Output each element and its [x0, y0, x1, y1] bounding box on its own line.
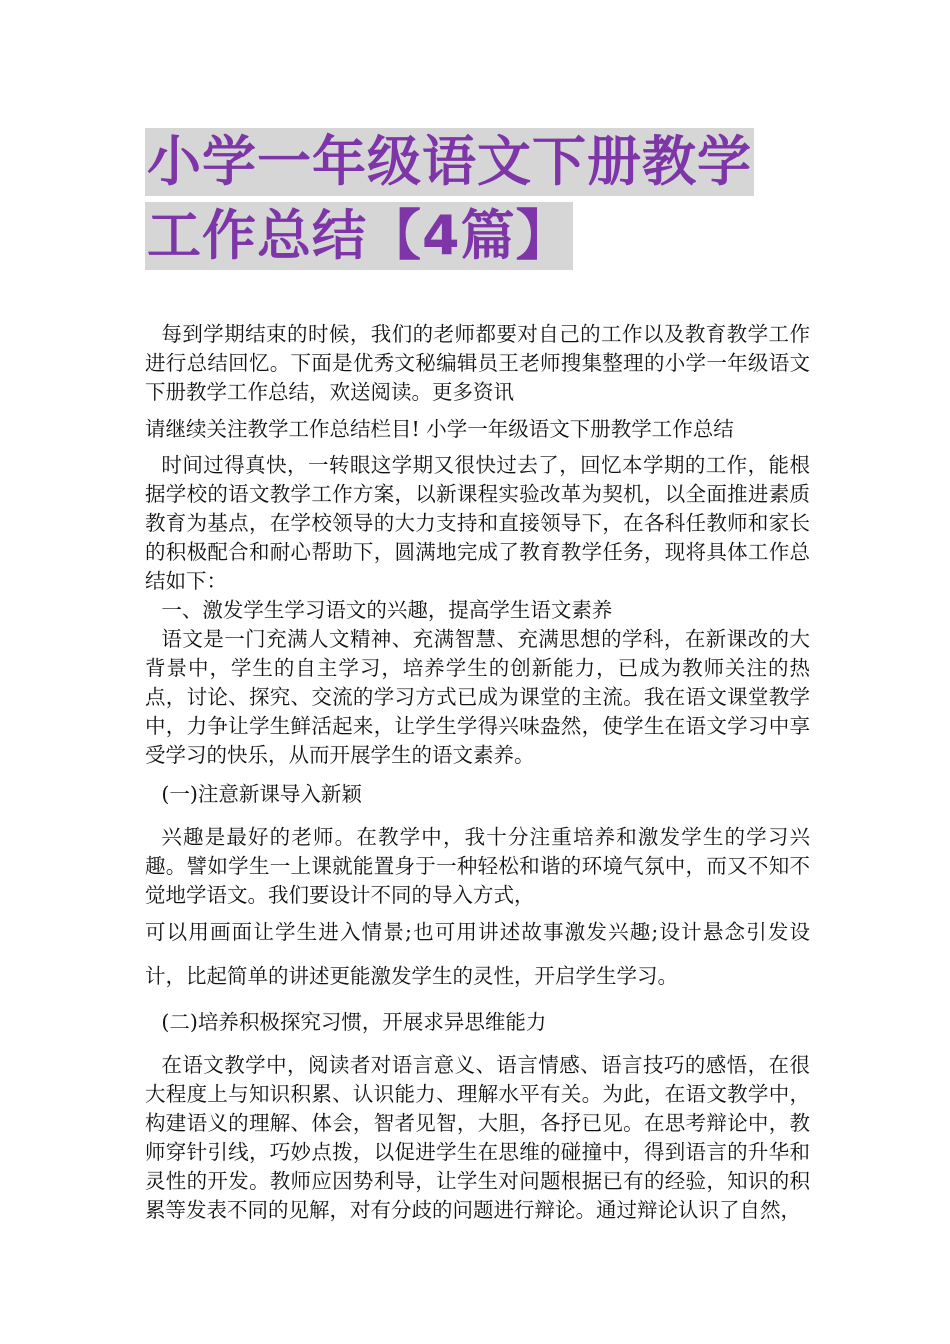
subheading-2: (二)培养积极探究习惯，开展求异思维能力 [161, 1010, 547, 1034]
document-body [145, 320, 810, 1225]
paragraph-4: 在语文教学中，阅读者对语言意义、语言情感、语言技巧的感悟，在很大程度上与知识积累、认识能力、理解水平有关。为此，在语文教学中，构建语义的理解、体会，智者见智，大胆，各抒已见。在思考辩论中，教师穿针引线，巧妙点拨，以促进学生在思维的碰撞中，得到语言的升华和灵性的开发。教师应因势利导，让学生对问题根据已有的经验，知识的积累等发表不同的见解，对有分歧的问题进行辩论。通过辩论认识了自然， [145, 1053, 810, 1222]
paragraph-1: 时间过得真快，一转眼这学期又很快过去了，回忆本学期的工作，能根据学校的语文教学工作方案，以新课程实验改革为契机，以全面推进素质教育为基点，在学校领导的大力支持和直接领导下，在各科任教师和家长的积极配合和耐心帮助下，圆满地完成了教育教学任务，现将具体工作总结如下： [145, 453, 810, 593]
document-title [145, 128, 815, 276]
intro-paragraph: 每到学期结束的时候，我们的老师都要对自己的工作以及教育教学工作进行总结回忆。下面是优秀文秘编辑员王老师搜集整理的小学一年级语文下册教学工作总结，欢送阅读。更多资讯 [145, 322, 810, 404]
title-line-2: 工作总结【4篇】 [145, 202, 573, 270]
paragraph-2: 语文是一门充满人文精神、充满智慧、充满思想的学科，在新课改的大背景中，学生的自主学习，培养学生的创新能力，已成为教师关注的热点，讨论、探究、交流的学习方式已成为课堂的主流。我在语文课堂教学中，力争让学生鲜活起来，让学生学得兴味盎然，使学生在语文学习中享受学习的快乐，从而开展学生的语文素养。 [145, 627, 810, 767]
paragraph-3-continuation: 可以用画面让学生进入情景;也可用讲述故事激发兴趣;设计悬念引发设计，比起简单的讲述更能激发学生的灵性，开启学生学习。 [145, 920, 810, 988]
title-line-1: 小学一年级语文下册教学 [145, 128, 754, 196]
subheading-1: (一)注意新课导入新颖 [161, 782, 362, 806]
paragraph-3: 兴趣是最好的老师。在教学中，我十分注重培养和激发学生的学习兴趣。譬如学生一上课就能置身于一种轻松和谐的环境气氛中，而又不知不觉地学语文。我们要设计不同的导入方式， [145, 825, 810, 907]
section-heading-1: 一、激发学生学习语文的兴趣，提高学生语文素养 [161, 598, 613, 622]
intro-continuation: 请继续关注教学工作总结栏目! 小学一年级语文下册教学工作总结 [145, 417, 734, 441]
